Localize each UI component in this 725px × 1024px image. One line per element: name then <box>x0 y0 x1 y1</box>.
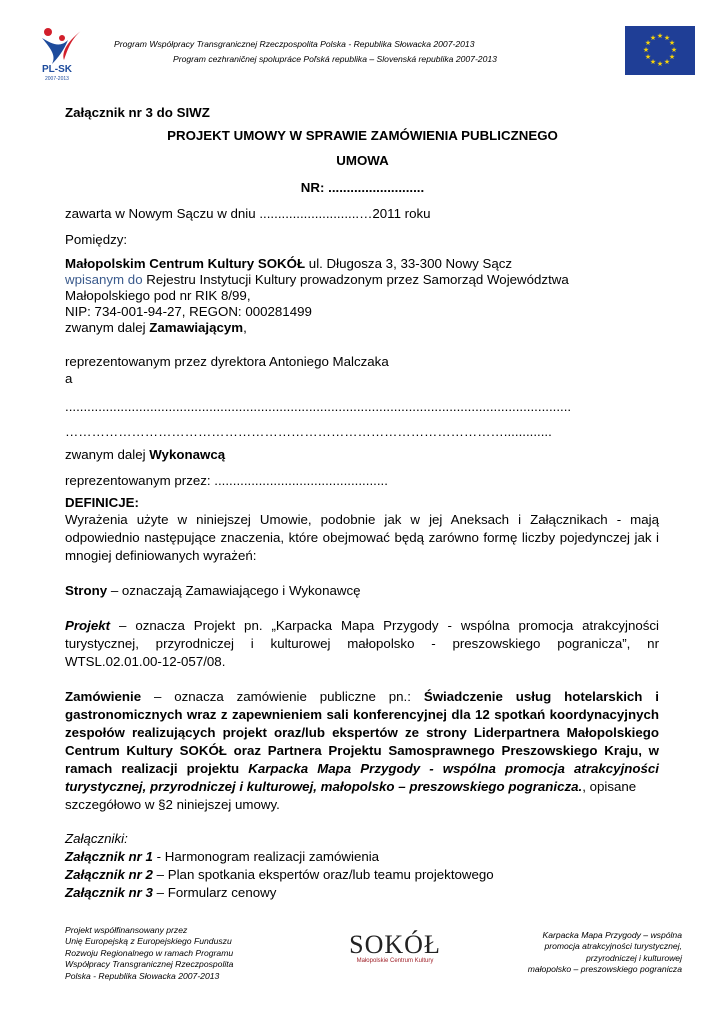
def-projekt-term: Projekt <box>65 618 111 633</box>
svg-text:★: ★ <box>663 34 671 42</box>
def-zamowienie-3: zespołów realizujących projekt oraz/lub ekspertów ze strony Liderpartnera Małopolskiego <box>65 725 659 740</box>
pl-sk-logo <box>38 24 86 86</box>
footer-project-text <box>528 930 682 976</box>
sokol-logo-sub: Małopolskie Centrum Kultury <box>356 958 434 964</box>
party1-called <box>65 320 247 335</box>
party1-representative: reprezentowanym przez dyrektora Antoniego Malczaka <box>65 354 389 369</box>
party1-registry: Rejestru Instytucji Kultury prowadzonym przez Samorząd Województwa <box>142 272 569 287</box>
conjunction-a: a <box>65 371 73 386</box>
attachment-2 <box>65 867 494 882</box>
party2-representative: reprezentowanym przez: ............................................... <box>65 473 388 488</box>
footer-right-line: małopolsko – preszowskiego pogranicza <box>527 964 682 975</box>
svg-text:★: ★ <box>656 32 664 40</box>
footer-right-line: przyrodniczej i kulturowej <box>586 952 682 963</box>
called-prefix: zwanym dalej <box>65 320 150 335</box>
attachment-1 <box>65 849 379 864</box>
pl-sk-logo-years: 2007-2013 <box>45 76 69 82</box>
party2-blank-line-2: ………………………………………………………………………………………............. <box>65 424 552 439</box>
attachment-3 <box>65 885 276 900</box>
svg-text:★: ★ <box>663 58 671 66</box>
header-program-pl: Program Współpracy Transgranicznej Rzeczpospolita Polska - Republika Słowacka 2007-2013 <box>114 39 475 49</box>
party1-name: Małopolskim Centrum Kultury SOKÓŁ <box>65 256 306 271</box>
footer-left-line: Rozwoju Regionalnego w ramach Programu <box>65 947 234 958</box>
party1-registry-prefix: wpisanym do <box>65 272 143 287</box>
called-suffix: , <box>243 320 247 335</box>
party1-nip: NIP: 734-001-94-27, REGON: 000281499 <box>65 304 312 319</box>
attachments-heading: Załączniki: <box>65 831 128 846</box>
attachment-1-label: Załącznik nr 1 <box>65 849 153 864</box>
party1-address: ul. Długosza 3, 33-300 Nowy Sącz <box>305 256 513 271</box>
footer-left-line: Projekt współfinansowany przez <box>65 925 188 935</box>
ordering-party: Zamawiającym <box>149 320 244 335</box>
def-zamowienie-5b: Karpacka Mapa Przygody - wspólna promocja atrakcyjności <box>248 761 659 776</box>
pl-sk-logo-text: PL-SK <box>42 64 72 75</box>
contractor: Wykonawcą <box>149 447 226 462</box>
called-prefix-2: zwanym dalej <box>65 447 150 462</box>
def-zamowienie-title-1: Świadczenie usług hotelarskich i <box>423 689 659 704</box>
attachment-3-label: Załącznik nr 3 <box>65 885 153 900</box>
def-zamowienie-term: Zamówienie <box>65 689 142 704</box>
def-zamowienie-7: szczegółowo w §2 niniejszej umowy. <box>65 797 280 812</box>
def-strony-term: Strony <box>65 583 108 598</box>
def-zamowienie-6b: , opisane <box>582 779 637 794</box>
svg-text:★: ★ <box>656 60 664 68</box>
footer-right-line: Karpacka Mapa Przygody – wspólna <box>542 930 682 940</box>
party1-name-line <box>65 256 512 271</box>
umowa-heading: UMOWA <box>336 153 389 168</box>
def-zamowienie-6a: turystycznej, przyrodniczej i kulturowej, małopolsko – preszowskiego pogranicza. <box>65 779 583 794</box>
def-projekt-1 <box>65 618 659 633</box>
svg-text:★: ★ <box>649 34 657 42</box>
def-zamowienie-text-1: – oznacza zamówienie publiczne pn.: <box>141 689 424 704</box>
definitions-intro-3: mnogiej definiowanych wyrażeń: <box>65 548 257 563</box>
between-label: Pomiędzy: <box>65 232 128 247</box>
svg-text:★: ★ <box>668 53 676 61</box>
attachment-3-text: – Formularz cenowy <box>152 885 277 900</box>
footer-left-line: Unię Europejską z Europejskiego Funduszu <box>65 936 232 947</box>
def-zamowienie-4: Centrum Kultury SOKÓŁ oraz Partnera Projektu Samosprawnego Preszowskiego Kraju, w <box>65 743 659 758</box>
def-strony <box>65 583 361 598</box>
party1-registry-cont: Małopolskiego pod nr RIK 8/99, <box>65 288 251 303</box>
attachment-1-text: - Harmonogram realizacji zamówienia <box>152 849 380 864</box>
footer-right-line: promocja atrakcyjności turystycznej, <box>544 941 682 952</box>
def-projekt-2: turystycznej, przyrodniczej i kulturowej małopolsko - preszowskiego pogranicza”, nr <box>65 636 659 651</box>
def-projekt-3: WTSL.02.01.00-12-057/08. <box>65 654 226 669</box>
sokol-logo-text: SOKÓŁ <box>349 930 441 959</box>
svg-text:★: ★ <box>642 46 650 54</box>
eu-flag <box>625 26 695 75</box>
definitions-intro-2: odpowiednio następujące znaczenia, które obejmować będą zarówno formę liczby pojedynczej jak i <box>65 530 659 545</box>
eu-stars-icon <box>625 26 695 75</box>
def-zamowienie-1 <box>65 689 659 704</box>
attachment-2-text: – Plan spotkania ekspertów oraz/lub teamu projektowego <box>152 867 494 882</box>
svg-text:★: ★ <box>649 58 657 66</box>
def-projekt-text-1: – oznacza Projekt pn. „Karpacka Mapa Przygody - wspólna promocja atrakcyjności <box>110 618 659 633</box>
def-zamowienie-5 <box>65 761 659 776</box>
def-strony-text: – oznaczają Zamawiającego i Wykonawcę <box>107 583 361 598</box>
svg-text:★: ★ <box>670 46 678 54</box>
document-title: PROJEKT UMOWY W SPRAWIE ZAMÓWIENIA PUBLICZNEGO <box>167 128 558 143</box>
header-program-sk: Program cezhraničnej spolupráce Poľská republika – Slovenská republika 2007-2013 <box>173 54 497 64</box>
party2-blank-line-1: ......................................................................................................................................... <box>65 399 572 414</box>
attachment-2-label: Załącznik nr 2 <box>65 867 153 882</box>
footer-left-line: Polska - Republika Słowacka 2007-2013 <box>65 970 220 981</box>
definitions-intro-1: Wyrażenia użyte w niniejszej Umowie, podobnie jak w jej Aneksach i Załącznikach - mają <box>65 512 659 527</box>
contract-number: NR: .......................... <box>300 180 425 195</box>
party1-registry-line <box>65 272 569 287</box>
def-zamowienie-6 <box>65 779 636 794</box>
contract-date-line: zawarta w Nowym Sączu w dniu ...........................…2011 roku <box>65 206 431 221</box>
footer-cofinance-text <box>65 925 233 982</box>
def-zamowienie-2: gastronomicznych wraz z zapewnieniem sali konferencyjnej dla 12 spotkań koordynacyjnych <box>65 707 659 722</box>
svg-text:★: ★ <box>668 39 676 47</box>
svg-text:★: ★ <box>644 39 652 47</box>
svg-text:★: ★ <box>644 53 652 61</box>
definitions-heading: DEFINICJE: <box>65 495 139 510</box>
attachment-label: Załącznik nr 3 do SIWZ <box>65 105 210 120</box>
def-zamowienie-5a: ramach realizacji projektu <box>65 761 249 776</box>
footer-left-line: Współpracy Transgranicznej Rzeczpospolita <box>65 959 234 970</box>
party2-called <box>65 447 225 462</box>
sokol-logo <box>345 930 445 976</box>
